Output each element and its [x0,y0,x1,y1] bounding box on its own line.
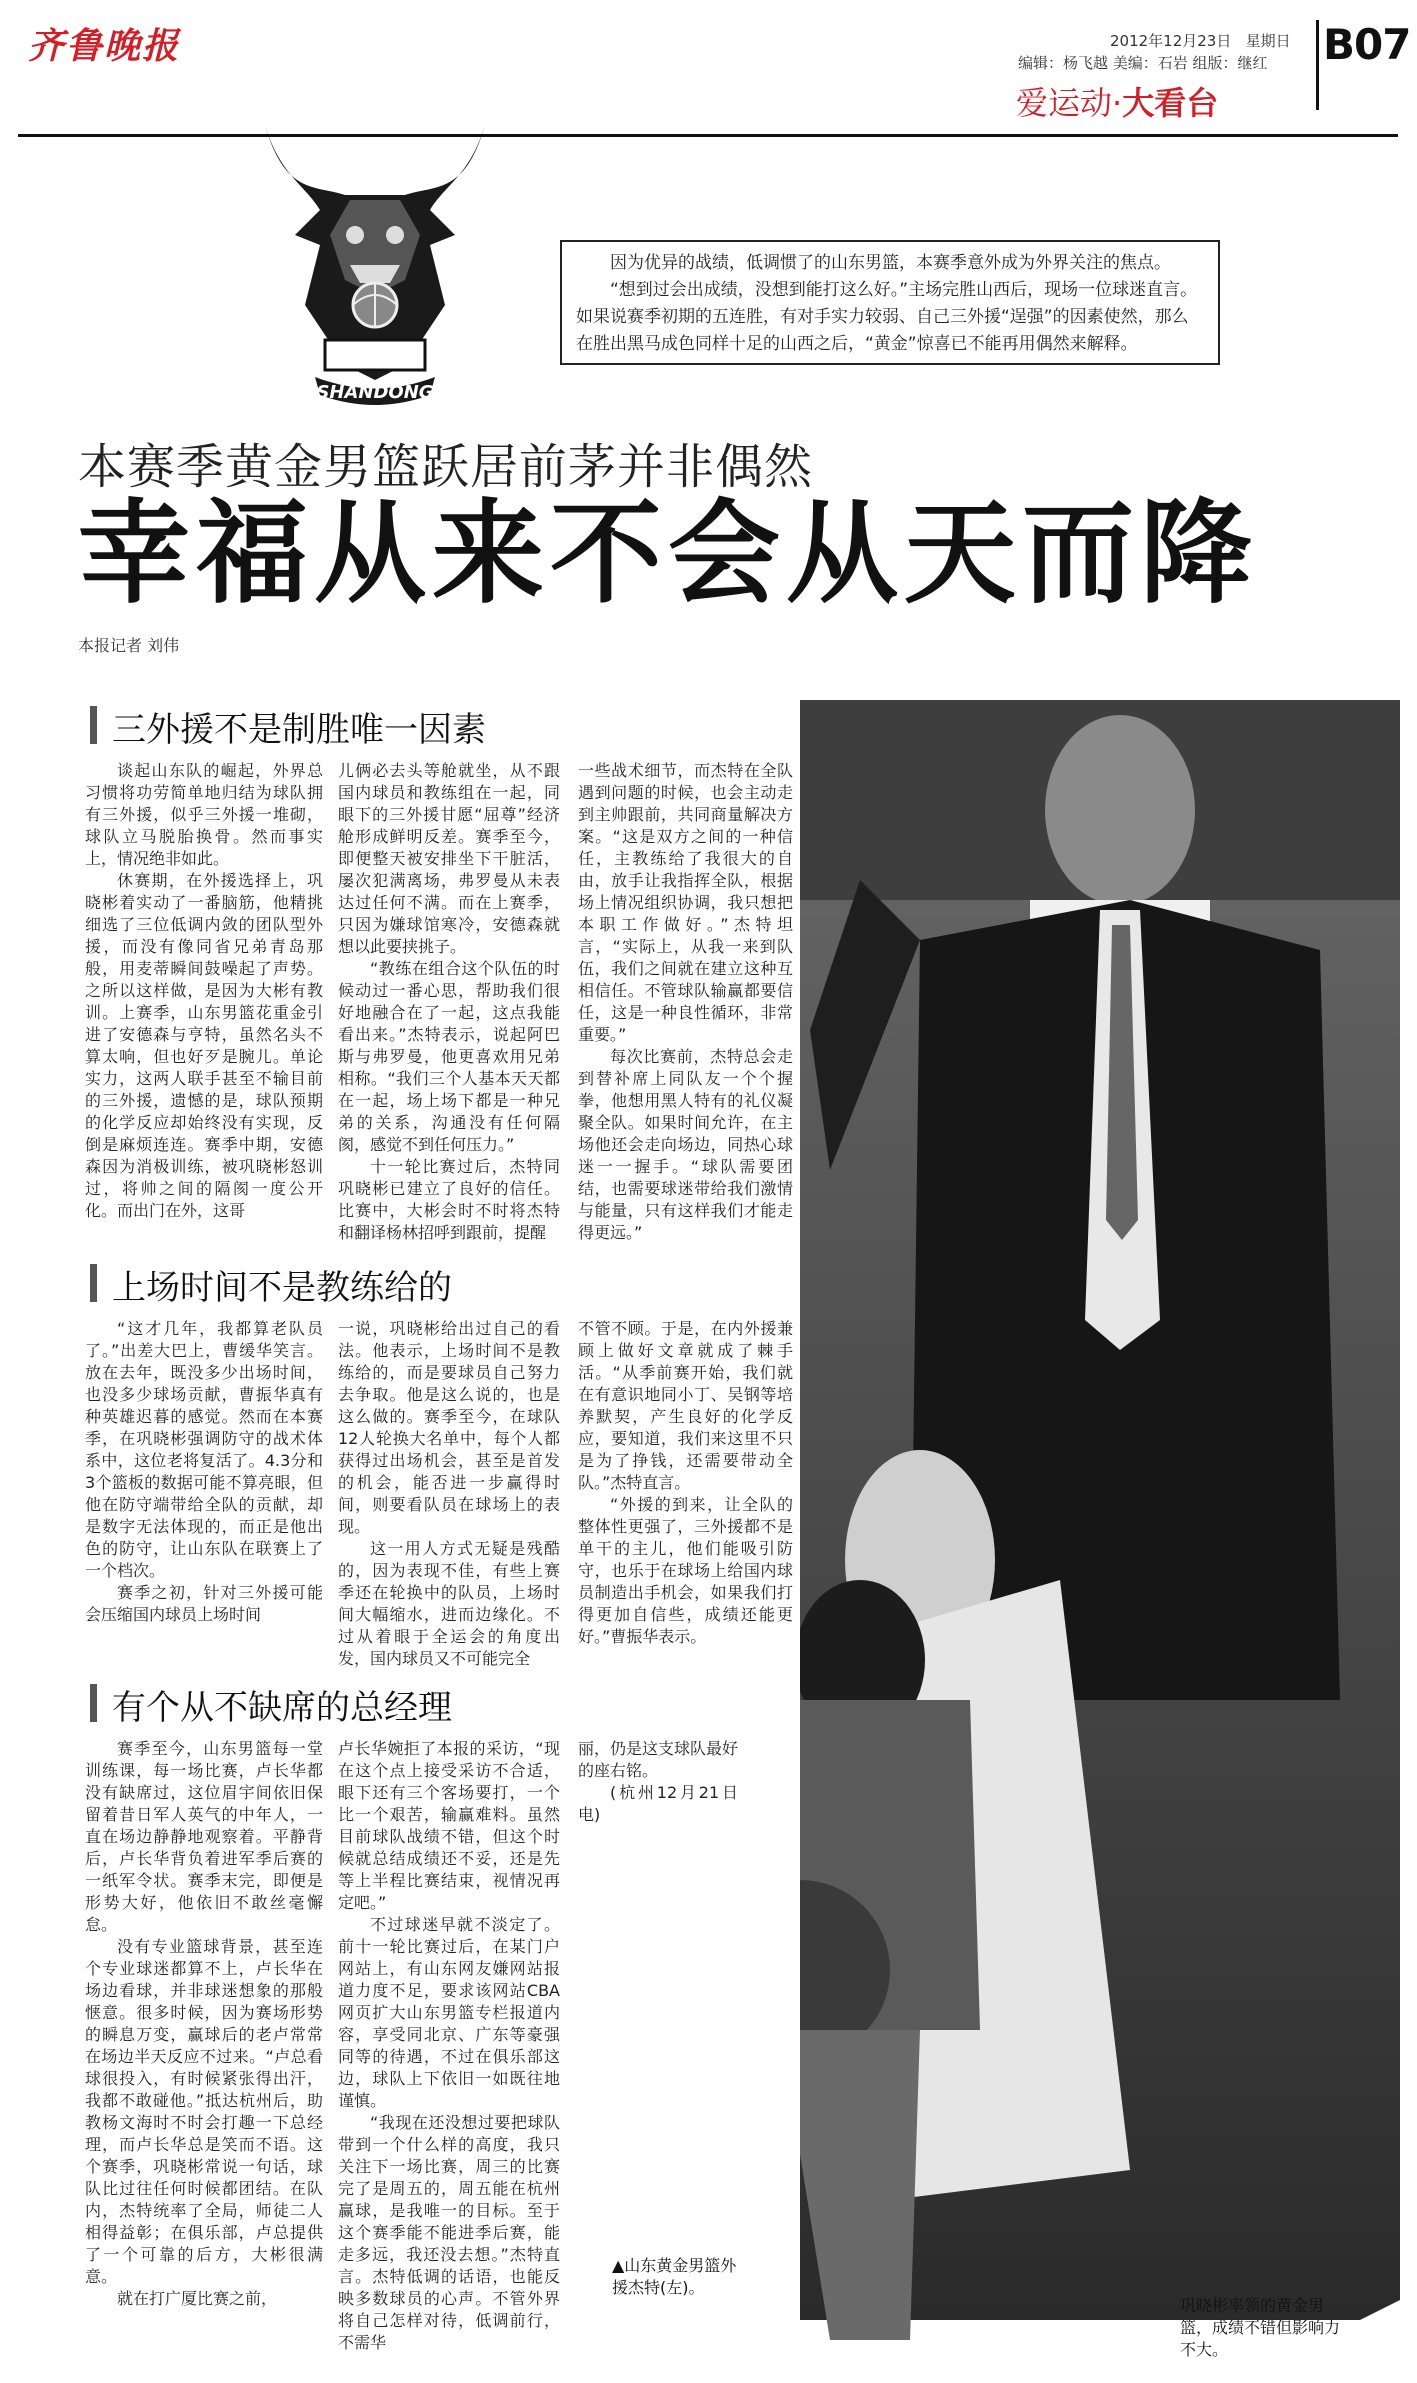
paragraph: 这一用人方式无疑是残酷的，因为表现不佳，有些上赛季还在轮换中的队员，上场时间大幅缩水，进而边缘化。不过从着眼于全运会的角度出发，国内球员又不可能完全 [338,1539,560,1668]
paragraph: 不过球迷早就不淡定了。前十一轮比赛过后，在某门户网站上，有山东网友嫌网站报道力度不足，要求该网站CBA网页扩大山东男篮专栏报道内容，享受同北京、广东等豪强同等的待遇，不过在俱乐部这边，球队上下依旧一如既往地谨慎。 [338,1915,560,2110]
article-column [578,1738,738,1826]
paragraph: 十一轮比赛过后，杰特同巩晓彬已建立了良好的信任。比赛中，大彬会时不时将杰特和翻译杨林招呼到跟前，提醒 [338,1157,560,1242]
page-code: B07 [1323,20,1411,69]
paragraph: 赛季至今，山东男篮每一堂训练课，每一场比赛，卢长华都没有缺席过，这位眉宇间依旧保留着昔日军人英气的中年人，一直在场边静静地观察着。平静背后，卢长华背负着进军季后赛的一纸军令状。赛季末完，即便是形势大好，他依旧不敢丝毫懈怠。 [85,1739,323,1934]
main-headline: 幸福从来不会从天而降 [78,489,1258,619]
paragraph: 谈起山东队的崛起，外界总习惯将功劳简单地归结为球队拥有三外援，似乎三外援一堆砌，球队立马脱胎换骨。然而事实上，情况绝非如此。 [85,761,323,868]
editor-credits: 编辑：杨飞越 美编：石岩 组版：继红 [1018,54,1268,72]
paragraph: 每次比赛前，杰特总会走到替补席上同队友一个个握拳，他想用黑人特有的礼仪凝聚全队。如果时间允许，在主场他还会走向场边，同热心球迷一一握手。“球队需要团结，也需要球迷带给我们激情与能量，只有这样我们才能走得更远。” [578,1047,793,1242]
dateline [1110,30,1291,51]
date: 2012年12月23日 [1110,32,1232,50]
byline: 本报记者 刘伟 [78,636,180,655]
intro-box [560,240,1220,365]
weekday: 星期日 [1245,32,1291,50]
paragraph: 没有专业篮球背景，甚至连个专业球迷都算不上，卢长华在场边看球，并非球迷想象的那般惬意。很多时候，因为赛场形势的瞬息万变，赢球后的老卢常常在场边半天反应不过来。“卢总看球很投入，有时候紧张得出汗，我都不敢碰他。”抵达杭州后，助教杨文海时不时会打趣一下总经理，而卢长华总是笑而不语。这个赛季，巩晓彬常说一句话，球队比过往任何时候都团结。在队内，杰特统率了全局，师徒二人相得益彰；在俱乐部，卢总提供了一个可靠的后方，大彬很满意。 [85,1937,323,2286]
article-column [85,760,323,1222]
paragraph: “教练在组合这个队伍的时候动过一番心思，帮助我们很好地融合在了一起，这点我能看出来。”杰特表示，说起阿巴斯与弗罗曼，他更喜欢用兄弟相称。“我们三个人基本天天都在一起，场上场下都是一种兄弟的关系，沟通没有任何隔阂，感觉不到任何压力。” [338,959,560,1154]
article-column [578,760,793,1244]
photo-caption-coach: 巩晓彬率领的黄金男篮，成绩不错但影响力不大。 [1180,2296,1341,2359]
intro-paragraph: 因为优异的战绩，低调惯了的山东男篮，本赛季意外成为外界关注的焦点。 [610,253,1171,273]
paragraph: 儿俩必去头等舱就坐，从不跟国内球员和教练组在一起，同眼下的三外援甘愿“屈尊”经济舱形成鲜明反差。赛季至今，即便整天被安排坐下干脏活，屡次犯满离场，弗罗曼从未表达过任何不满。而在上赛季，只因为嫌球馆寒冷，安德森就想以此要挟挑子。 [338,761,560,956]
bull-mascot-icon [255,115,495,415]
section-title [1016,78,1218,124]
intro-paragraph: “想到过会出成绩，没想到能打这么好。”主场完胜山西后，现场一位球迷直言。如果说赛季初期的五连胜，有对手实力较弱、自己三外援“逞强”的因素使然，那么在胜出黑马成色同样十足的山西之后，“黄金”惊喜已不能再用偶然来解释。 [576,280,1198,354]
logo-text: SHANDONG [316,382,434,403]
article-column [578,1318,793,1648]
newspaper-masthead: 齐鲁晚报 [28,25,181,67]
paragraph: 休赛期，在外援选择上，巩晓彬着实动了一番脑筋，他精挑细选了三位低调内敛的团队型外援，而没有像同省兄弟青岛那般，用麦蒂瞬间鼓噪起了声势。之所以这样做，是因为大彬有教训。上赛季，山东男篮花重金引进了安德森与亨特，虽然名头不算太响，但也好歹是腕儿。单论实力，这两人联手甚至不输目前的三外援，遗憾的是，球队预期的化学反应却始终没有实现，反倒是麻烦连连。赛季中期，安德森因为消极训练，被巩晓彬怒训过，将帅之间的隔阂一度公开化。而出门在外，这哥 [85,871,323,1220]
article-photo [800,700,1400,2370]
section-title-part2: 大看台 [1122,84,1219,122]
paragraph: “外援的到来，让全队的整体性更强了，三外援都不是单干的主儿，他们能吸引防守，也乐于在球场上给国内球员制造出手机会，如果我们打得更加自信些，成绩还能更好。”曹振华表示。 [578,1495,793,1646]
paragraph: 不管不顾。于是，在内外援兼顾上做好文章就成了棘手活。“从季前赛开始，我们就在有意识地同小丁、吴钢等培养默契，产生良好的化学反应，要知道，我们来这里不只是为了挣钱，还需要带动全队。”杰特直言。 [578,1319,793,1492]
paragraph: 一些战术细节，而杰特在全队遇到问题的时候，也会主动走到主帅跟前，共同商量解决方案。“这是双方之间的一种信任，主教练给了我很大的自由，放手让我指挥全队，根据场上情况组织协调，我只想把本职工作做好。”杰特坦言，“实际上，从我一来到队伍，我们之间就在建立这种互相信任。不管球队输赢都要信任，这是一种良性循环，非常重要。” [578,761,793,1044]
subheading: 有个从不缺席的总经理 [90,1680,452,1729]
section-title-part1: 爱运动· [1016,84,1123,122]
paragraph: 赛季之初，针对三外援可能会压缩国内球员上场时间 [85,1583,323,1624]
subheading: 上场时间不是教练给的 [90,1260,452,1309]
subheading: 三外援不是制胜唯一因素 [90,702,486,751]
kicker-headline: 本赛季黄金男篮跃居前茅并非偶然 [78,439,814,495]
coach-and-players-photo [800,700,1400,2370]
dateline-footer: (杭州12月21日电) [578,1783,738,1824]
paragraph: 就在打广厦比赛之前， [117,2289,278,2308]
article-column [338,760,560,1244]
article-column [338,1318,560,1670]
page-code-divider [1316,20,1319,110]
article-column [338,1738,560,2354]
paragraph: 卢长华婉拒了本报的采访，“现在这个点上接受采访不合适，眼下还有三个客场要打，一个比一个艰苦，输赢难料。虽然目前球队战绩不错，但这个时候就总结成绩还不妥，还是先等上半程比赛结束，视情况再定吧。” [338,1739,560,1912]
article-column [85,1738,323,2310]
header-rule [18,134,1398,137]
paragraph: “我现在还没想过要把球队带到一个什么样的高度，我只关注下一场比赛，周三的比赛完了是周五的，周五能在杭州赢球，是我唯一的目标。至于这个赛季能不能进季后赛，能走多远，我还没去想。”杰特直言。杰特低调的话语，也能反映多数球员的心声。不管外界将自己怎样对待，低调前行，不需华 [338,2113,560,2352]
photo-caption-player: ▲山东黄金男篮外援杰特(左)。 [612,2256,737,2297]
article-column [85,1318,323,1626]
shandong-team-logo [255,115,495,415]
paragraph: “这才几年，我都算老队员了。”出差大巴上，曹缓华笑言。放在去年，既没多少出场时间，也没多少球场贡献，曹振华真有种英雄迟暮的感觉。然而在本赛季，在巩晓彬强调防守的战术体系中，这位老将复活了。4.3分和3个篮板的数据可能不算亮眼，但他在防守端带给全队的贡献，却是数字无法体现的，而正是他出色的防守，让山东队在联赛上了一个档次。 [85,1319,323,1580]
paragraph: 一说，巩晓彬给出过自己的看法。他表示，上场时间不是教练给的，而是要球员自己努力去争取。他是这么说的，也是这么做的。赛季至今，在球队12人轮换大名单中，每个人都获得过出场机会，甚至是首发的机会，能否进一步赢得时间，则要看队员在球场上的表现。 [338,1319,560,1536]
paragraph: 丽，仍是这支球队最好的座右铭。 [578,1739,739,1780]
